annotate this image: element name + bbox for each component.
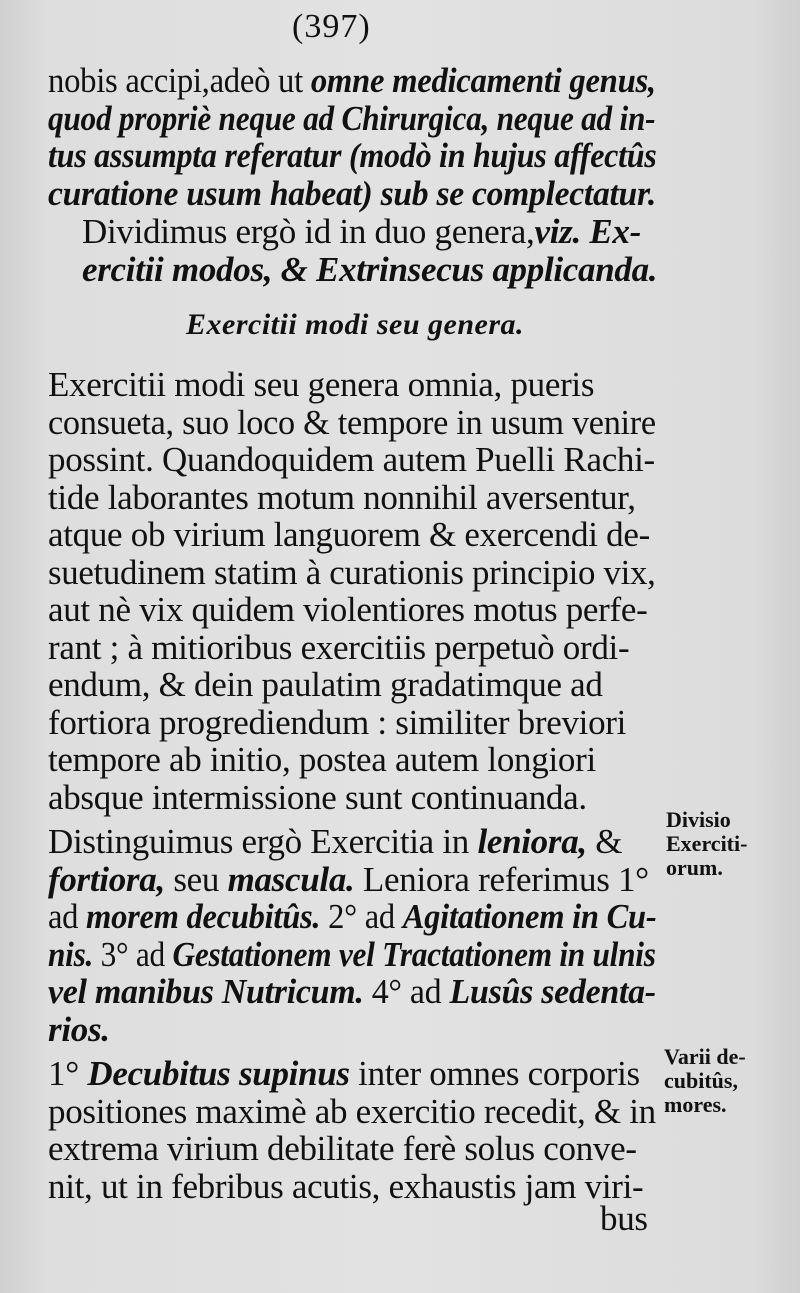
text-line bbox=[48, 861, 656, 899]
text-line bbox=[48, 1130, 656, 1168]
roman-text: absque intermissione sunt continuanda. bbox=[48, 777, 587, 817]
text-line bbox=[48, 1093, 656, 1131]
text-line bbox=[82, 251, 662, 289]
text-line bbox=[48, 441, 656, 479]
italic-text: quod propriè neque ad Chirurgica, neque ad in- bbox=[48, 98, 656, 138]
italic-text: nis. bbox=[48, 934, 94, 974]
margin-note-line: cubitûs, bbox=[664, 1068, 738, 1093]
italic-text: ercitii modos, & Extrinsecus applicanda. bbox=[82, 249, 658, 289]
roman-text: rant ; à mitioribus exercitiis perpetuò ordi- bbox=[48, 627, 630, 667]
roman-text: extrema virium debilitate ferè solus conve- bbox=[48, 1129, 637, 1168]
roman-text: seu bbox=[164, 859, 228, 899]
roman-text: possint. Quandoquidem autem Puelli Rachi- bbox=[48, 440, 655, 479]
text-line bbox=[48, 552, 656, 592]
italic-text: mascula. bbox=[227, 859, 355, 899]
paragraph-1 bbox=[48, 62, 656, 212]
roman-text: tempore ab initio, postea autem longiori bbox=[48, 740, 596, 779]
text-line bbox=[48, 897, 657, 936]
catchword: bus bbox=[600, 1199, 648, 1238]
roman-text: Exercitii modi seu genera omnia, pueris bbox=[48, 365, 595, 404]
roman-text: suetudinem statim à curationis principio vix, bbox=[48, 552, 656, 592]
italic-text: Gestationem vel Tractationem in ulnis bbox=[172, 934, 656, 974]
italic-text: tus assumpta referatur (modò in hujus affectûs bbox=[48, 136, 657, 175]
text-line bbox=[48, 629, 656, 667]
text-line bbox=[48, 479, 656, 517]
text-line bbox=[48, 741, 656, 779]
roman-text: & bbox=[586, 822, 623, 861]
roman-text: ad bbox=[48, 897, 87, 936]
roman-text: Dividimus ergò id in duo genera, bbox=[82, 212, 535, 251]
page-number: (397) bbox=[292, 8, 371, 45]
text-line bbox=[48, 704, 656, 742]
text-line bbox=[48, 972, 656, 1011]
text-line bbox=[48, 1055, 656, 1093]
margin-note-line: mores. bbox=[664, 1092, 727, 1117]
margin-note-decubitus bbox=[664, 1045, 746, 1117]
italic-text: leniora, bbox=[477, 822, 587, 861]
italic-text: fortiora, bbox=[48, 859, 165, 899]
roman-text: tide laborantes motum nonnihil aversentur, bbox=[48, 477, 636, 517]
italic-text: morem decubitûs. bbox=[86, 897, 321, 936]
text-line bbox=[48, 666, 656, 704]
roman-text: fortiora progrediendum : similiter breviori bbox=[48, 702, 627, 742]
roman-text: aut nè vix quidem violentiores motus perfe- bbox=[48, 590, 648, 629]
text-line bbox=[48, 779, 656, 817]
text-line bbox=[48, 934, 656, 974]
margin-note-line: Exerciti- bbox=[666, 831, 748, 856]
text-line bbox=[48, 402, 656, 442]
margin-note-line: orum. bbox=[666, 855, 723, 880]
roman-text: atque ob virium languorem & exercendi de- bbox=[48, 515, 650, 554]
roman-text: 1° bbox=[48, 1054, 88, 1093]
text-line bbox=[48, 366, 656, 404]
text-line bbox=[48, 1168, 656, 1206]
roman-text: consueta, suo loco & tempore in usum venire bbox=[48, 402, 656, 442]
paragraph-4 bbox=[48, 823, 656, 1048]
roman-text: Distinguimus ergò Exercitia in bbox=[48, 822, 478, 861]
paragraph-5 bbox=[48, 1055, 656, 1205]
text-line bbox=[48, 516, 656, 554]
paragraph-2 bbox=[82, 213, 662, 288]
text-line bbox=[48, 61, 656, 100]
italic-text: Lusûs sedenta- bbox=[449, 972, 656, 1011]
margin-note-line: Varii de- bbox=[664, 1044, 746, 1069]
text-line bbox=[48, 823, 656, 861]
roman-text: inter omnes corporis bbox=[349, 1054, 640, 1093]
roman-text: 3° ad bbox=[93, 934, 173, 974]
roman-text: 2° ad bbox=[320, 897, 403, 936]
roman-text: positiones maximè ab exercitio recedit, & in bbox=[48, 1091, 656, 1131]
text-line bbox=[48, 136, 657, 175]
italic-text: vel manibus Nutricum. bbox=[48, 972, 364, 1011]
text-line bbox=[48, 98, 656, 138]
roman-text: endum, & dein paulatim gradatimque ad bbox=[48, 665, 603, 704]
roman-text: nit, ut in febribus acutis, exhaustis jam viri- bbox=[48, 1166, 644, 1206]
italic-text: Decubitus supinus bbox=[87, 1054, 350, 1093]
text-line bbox=[48, 1011, 656, 1049]
margin-note-line: Divisio bbox=[666, 807, 731, 832]
italic-text: omne medicamenti genus, bbox=[310, 61, 656, 100]
roman-text: Leniora referimus 1° bbox=[354, 859, 649, 899]
text-line bbox=[82, 213, 662, 251]
italic-text: viz. Ex- bbox=[534, 212, 641, 251]
roman-text: 4° ad bbox=[363, 972, 450, 1011]
margin-note-divisio bbox=[666, 808, 747, 880]
paragraph-3 bbox=[48, 366, 656, 816]
italic-text: curatione usum habeat) sub se complectatur. bbox=[48, 173, 657, 213]
italic-text: rios. bbox=[48, 1009, 110, 1049]
section-heading: Exercitii modi seu genera. bbox=[186, 308, 524, 341]
roman-text: nobis accipi,adeò ut bbox=[48, 61, 311, 100]
text-line bbox=[48, 591, 656, 629]
text-line bbox=[48, 173, 657, 213]
italic-text: Agitationem in Cu- bbox=[402, 897, 657, 936]
